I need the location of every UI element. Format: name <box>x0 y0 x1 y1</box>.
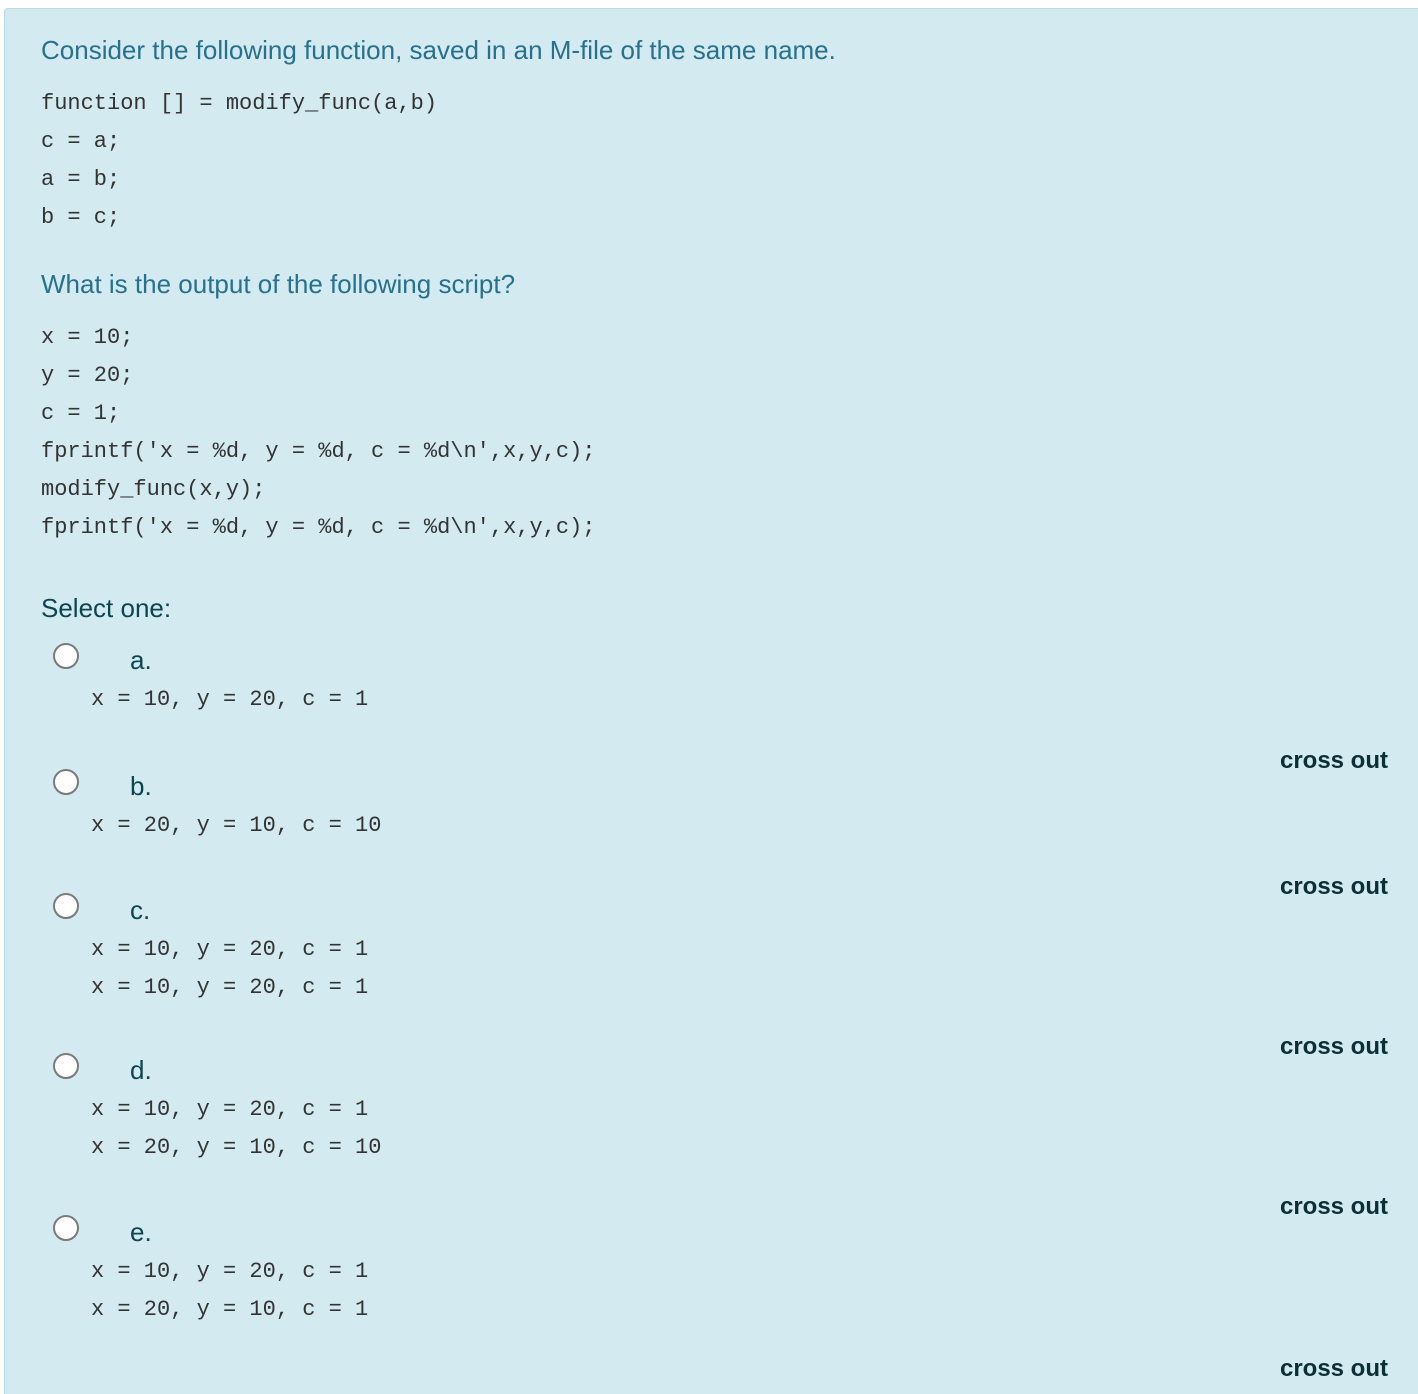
script-code-line: y = 20; <box>41 363 134 388</box>
radio-option-a[interactable] <box>53 643 79 669</box>
function-code-line: a = b; <box>41 167 121 192</box>
radio-option-b[interactable] <box>53 769 79 795</box>
cross-out-e-button[interactable]: cross out <box>1279 1355 1388 1382</box>
function-code-line: c = a; <box>41 129 121 154</box>
radio-option-d[interactable] <box>53 1053 79 1079</box>
select-one-label: Select one: <box>41 593 172 623</box>
option-letter: c. <box>130 895 151 925</box>
radio-option-c[interactable] <box>53 893 79 919</box>
option-answer-line: x = 20, y = 10, c = 1 <box>91 1297 369 1322</box>
radio-option-e[interactable] <box>53 1215 79 1241</box>
option-letter: a. <box>130 645 152 675</box>
option-answer-line: x = 10, y = 20, c = 1 <box>91 687 369 712</box>
cross-out-a-button[interactable]: cross out <box>1279 747 1388 774</box>
option-answer-line: x = 20, y = 10, c = 10 <box>91 813 382 838</box>
question-panel <box>4 8 1418 1394</box>
option-answer-line: x = 10, y = 20, c = 1 <box>91 975 369 1000</box>
cross-out-b-button[interactable]: cross out <box>1279 873 1388 900</box>
script-code-line: fprintf('x = %d, y = %d, c = %d\n',x,y,c); <box>41 439 596 464</box>
function-code-line: function [] = modify_func(a,b) <box>41 91 438 116</box>
question-prompt: What is the output of the following script? <box>41 269 516 299</box>
option-letter: d. <box>130 1055 152 1085</box>
function-code-line: b = c; <box>41 205 121 230</box>
option-letter: b. <box>130 771 152 801</box>
cross-out-c-button[interactable]: cross out <box>1279 1033 1388 1060</box>
option-answer-line: x = 10, y = 20, c = 1 <box>91 1259 369 1284</box>
cross-out-d-button[interactable]: cross out <box>1279 1193 1388 1220</box>
option-answer-line: x = 10, y = 20, c = 1 <box>91 1097 369 1122</box>
script-code-line: c = 1; <box>41 401 121 426</box>
option-answer-line: x = 20, y = 10, c = 10 <box>91 1135 382 1160</box>
question-intro: Consider the following function, saved in an M-file of the same name. <box>41 35 836 65</box>
option-letter: e. <box>130 1217 152 1247</box>
option-answer-line: x = 10, y = 20, c = 1 <box>91 937 369 962</box>
script-code-line: fprintf('x = %d, y = %d, c = %d\n',x,y,c); <box>41 515 596 540</box>
script-code-line: modify_func(x,y); <box>41 477 266 502</box>
script-code-line: x = 10; <box>41 325 134 350</box>
